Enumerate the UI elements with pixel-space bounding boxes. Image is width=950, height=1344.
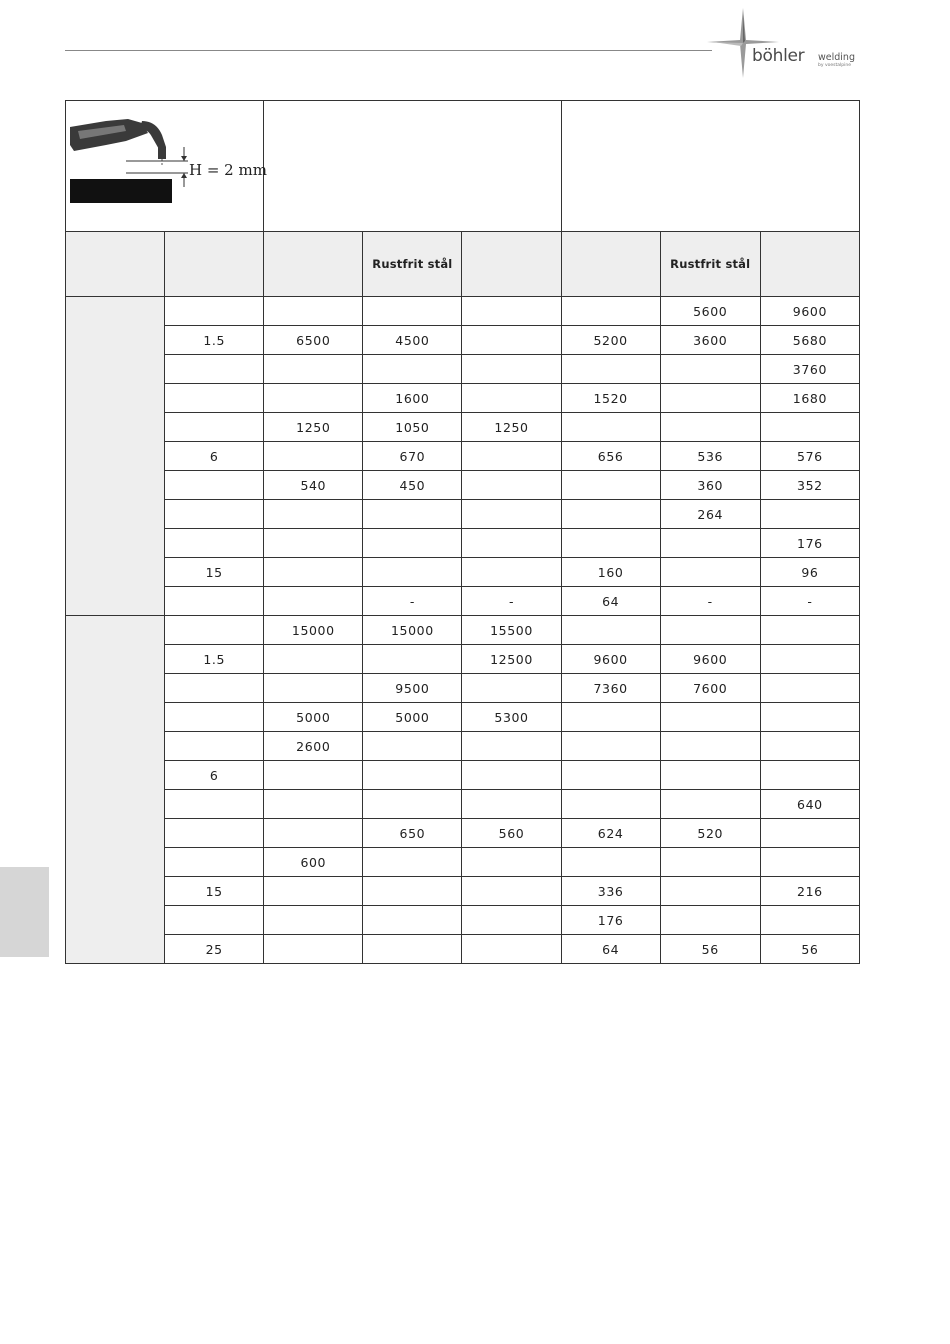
table-cell: 3600	[660, 326, 760, 355]
table-cell: 25	[165, 935, 264, 964]
table-cell	[660, 790, 760, 819]
table-cell	[363, 790, 462, 819]
group-label-cell	[66, 297, 165, 616]
table-cell	[462, 384, 561, 413]
table-cell	[760, 674, 859, 703]
table-cell	[660, 529, 760, 558]
table-cell	[660, 413, 760, 442]
table-cell	[264, 355, 363, 384]
table-cell: 1680	[760, 384, 859, 413]
table-cell: 64	[561, 587, 660, 616]
table-cell: 600	[264, 848, 363, 877]
table-row	[66, 703, 860, 732]
table-row	[66, 297, 860, 326]
table-cell: 7360	[561, 674, 660, 703]
table-cell	[462, 790, 561, 819]
column-header	[462, 232, 561, 297]
table-cell	[462, 297, 561, 326]
table-cell: 176	[561, 906, 660, 935]
table-cell: -	[660, 587, 760, 616]
table-cell	[660, 384, 760, 413]
table-cell: 352	[760, 471, 859, 500]
torch-figure-cell	[66, 101, 267, 232]
table-row	[66, 500, 860, 529]
column-header	[66, 232, 165, 297]
table-cell: 2600	[264, 732, 363, 761]
table-cell	[462, 442, 561, 471]
table-cell: 1250	[462, 413, 561, 442]
table-cell	[760, 645, 859, 674]
table-cell	[561, 500, 660, 529]
table-row	[66, 558, 860, 587]
table-cell: 264	[660, 500, 760, 529]
table-cell	[165, 674, 264, 703]
table-cell	[660, 761, 760, 790]
table-row	[66, 616, 860, 645]
table-cell: 5680	[760, 326, 859, 355]
group-label-cell	[66, 616, 165, 964]
table-row	[66, 761, 860, 790]
table-cell: 1.5	[165, 326, 264, 355]
section-tab	[0, 867, 49, 957]
table-cell	[760, 906, 859, 935]
table-cell	[760, 819, 859, 848]
table-row	[66, 790, 860, 819]
table-cell	[462, 877, 561, 906]
table-row	[66, 529, 860, 558]
header-rule	[65, 50, 712, 51]
table-cell	[462, 355, 561, 384]
table-cell	[363, 935, 462, 964]
table-cell: 1.5	[165, 645, 264, 674]
table-cell	[264, 442, 363, 471]
table-cell	[165, 384, 264, 413]
table-row	[66, 413, 860, 442]
table-cell	[462, 529, 561, 558]
table-cell	[264, 384, 363, 413]
table-cell	[462, 674, 561, 703]
table-cell	[165, 297, 264, 326]
table-row	[66, 935, 860, 964]
table-cell	[561, 761, 660, 790]
table-cell	[264, 761, 363, 790]
table-cell	[363, 529, 462, 558]
table-row	[66, 906, 860, 935]
table-cell: -	[462, 587, 561, 616]
table-cell: 176	[760, 529, 859, 558]
table-cell: 6	[165, 761, 264, 790]
table-cell: 96	[760, 558, 859, 587]
table-cell	[363, 906, 462, 935]
table-cell	[561, 297, 660, 326]
table-cell	[165, 587, 264, 616]
table-cell: 56	[660, 935, 760, 964]
table-cell	[462, 761, 561, 790]
table-cell: 12500	[462, 645, 561, 674]
table-cell	[165, 819, 264, 848]
table-cell	[363, 877, 462, 906]
table-cell: 56	[760, 935, 859, 964]
table-cell	[462, 558, 561, 587]
brand-suffix: welding	[818, 52, 855, 63]
table-cell: 15000	[363, 616, 462, 645]
table-cell	[760, 732, 859, 761]
height-label: H = 2 mm	[189, 161, 267, 179]
table-cell: 1050	[363, 413, 462, 442]
table-cell	[264, 500, 363, 529]
column-header	[760, 232, 859, 297]
table-cell: 670	[363, 442, 462, 471]
table-cell	[660, 848, 760, 877]
table-cell	[462, 848, 561, 877]
table-cell: 1600	[363, 384, 462, 413]
table-cell: 576	[760, 442, 859, 471]
table-cell: 15	[165, 877, 264, 906]
table-cell	[165, 529, 264, 558]
table-cell	[760, 703, 859, 732]
table-cell	[363, 500, 462, 529]
table-cell	[561, 732, 660, 761]
table-cell: 640	[760, 790, 859, 819]
header-group-2	[561, 101, 859, 232]
table-cell: 624	[561, 819, 660, 848]
table-row	[66, 442, 860, 471]
table-row	[66, 471, 860, 500]
table-row	[66, 732, 860, 761]
table-cell: 5000	[363, 703, 462, 732]
table-cell: 6500	[264, 326, 363, 355]
table-cell: 450	[363, 471, 462, 500]
table-cell: 560	[462, 819, 561, 848]
table-cell	[264, 674, 363, 703]
table-cell	[363, 297, 462, 326]
table-cell	[165, 906, 264, 935]
brand-tagline: by voestalpine	[818, 63, 851, 68]
table-cell	[462, 935, 561, 964]
table-cell: 5200	[561, 326, 660, 355]
table-row	[66, 645, 860, 674]
table-cell: 6	[165, 442, 264, 471]
table-cell: 520	[660, 819, 760, 848]
table-cell	[264, 558, 363, 587]
table-cell	[165, 413, 264, 442]
table-cell: 5000	[264, 703, 363, 732]
table-cell	[660, 355, 760, 384]
table-cell	[264, 645, 363, 674]
table-cell	[660, 877, 760, 906]
table-row	[66, 355, 860, 384]
table-cell: 15	[165, 558, 264, 587]
table-cell	[363, 355, 462, 384]
table-cell: 216	[760, 877, 859, 906]
table-cell	[363, 645, 462, 674]
table-cell: 1520	[561, 384, 660, 413]
column-header: Rustfrit stål	[660, 232, 760, 297]
brand-name: böhler	[752, 46, 805, 66]
table-cell: 650	[363, 819, 462, 848]
table-cell	[264, 877, 363, 906]
table-cell	[264, 906, 363, 935]
table-cell	[363, 558, 462, 587]
table-cell	[363, 848, 462, 877]
table-cell	[165, 471, 264, 500]
table-cell	[165, 790, 264, 819]
table-cell	[760, 616, 859, 645]
table-cell	[165, 848, 264, 877]
table-row	[66, 819, 860, 848]
table-cell: 5300	[462, 703, 561, 732]
table-row	[66, 384, 860, 413]
header-group-1	[264, 101, 561, 232]
table-cell: 536	[660, 442, 760, 471]
table-cell: 15000	[264, 616, 363, 645]
table-cell	[561, 848, 660, 877]
column-header	[264, 232, 363, 297]
table-cell: 160	[561, 558, 660, 587]
table-row	[66, 326, 860, 355]
table-cell	[165, 616, 264, 645]
table-cell	[264, 790, 363, 819]
column-header	[561, 232, 660, 297]
table-cell	[363, 732, 462, 761]
table-cell	[561, 529, 660, 558]
table-cell: 9600	[660, 645, 760, 674]
table-cell: 4500	[363, 326, 462, 355]
table-cell: -	[760, 587, 859, 616]
table-cell	[561, 790, 660, 819]
table-cell: 5600	[660, 297, 760, 326]
column-header	[165, 232, 264, 297]
table-cell: 1250	[264, 413, 363, 442]
table-row	[66, 674, 860, 703]
table-cell	[165, 355, 264, 384]
table-cell	[561, 355, 660, 384]
table-cell: 540	[264, 471, 363, 500]
table-cell: 9600	[561, 645, 660, 674]
table-cell: 9600	[760, 297, 859, 326]
table-cell	[264, 819, 363, 848]
table-cell	[760, 413, 859, 442]
table-row	[66, 848, 860, 877]
table-cell	[264, 297, 363, 326]
table-cell	[165, 500, 264, 529]
table-cell	[165, 732, 264, 761]
table-cell	[760, 848, 859, 877]
table-cell	[660, 558, 760, 587]
table-cell	[462, 326, 561, 355]
table-cell	[462, 471, 561, 500]
table-cell	[462, 732, 561, 761]
table-cell	[561, 413, 660, 442]
table-cell	[660, 616, 760, 645]
table-cell: 64	[561, 935, 660, 964]
table-cell: 3760	[760, 355, 859, 384]
table-cell	[264, 529, 363, 558]
table-cell	[760, 500, 859, 529]
table-cell: -	[363, 587, 462, 616]
table-cell	[165, 703, 264, 732]
table-cell: 336	[561, 877, 660, 906]
table-cell	[760, 761, 859, 790]
cutting-speed-table	[65, 100, 860, 964]
table-cell	[561, 703, 660, 732]
table-row	[66, 587, 860, 616]
table-cell	[264, 587, 363, 616]
table-cell: 15500	[462, 616, 561, 645]
column-header: Rustfrit stål	[363, 232, 462, 297]
table-cell	[660, 906, 760, 935]
table-cell: 9500	[363, 674, 462, 703]
table-cell: 360	[660, 471, 760, 500]
table-cell	[264, 935, 363, 964]
table-cell: 7600	[660, 674, 760, 703]
table-cell	[561, 616, 660, 645]
table-cell	[462, 906, 561, 935]
table-cell	[363, 761, 462, 790]
table-cell	[561, 471, 660, 500]
table-cell: 656	[561, 442, 660, 471]
table-cell	[660, 703, 760, 732]
table-row	[66, 877, 860, 906]
table-cell	[660, 732, 760, 761]
table-cell	[462, 500, 561, 529]
